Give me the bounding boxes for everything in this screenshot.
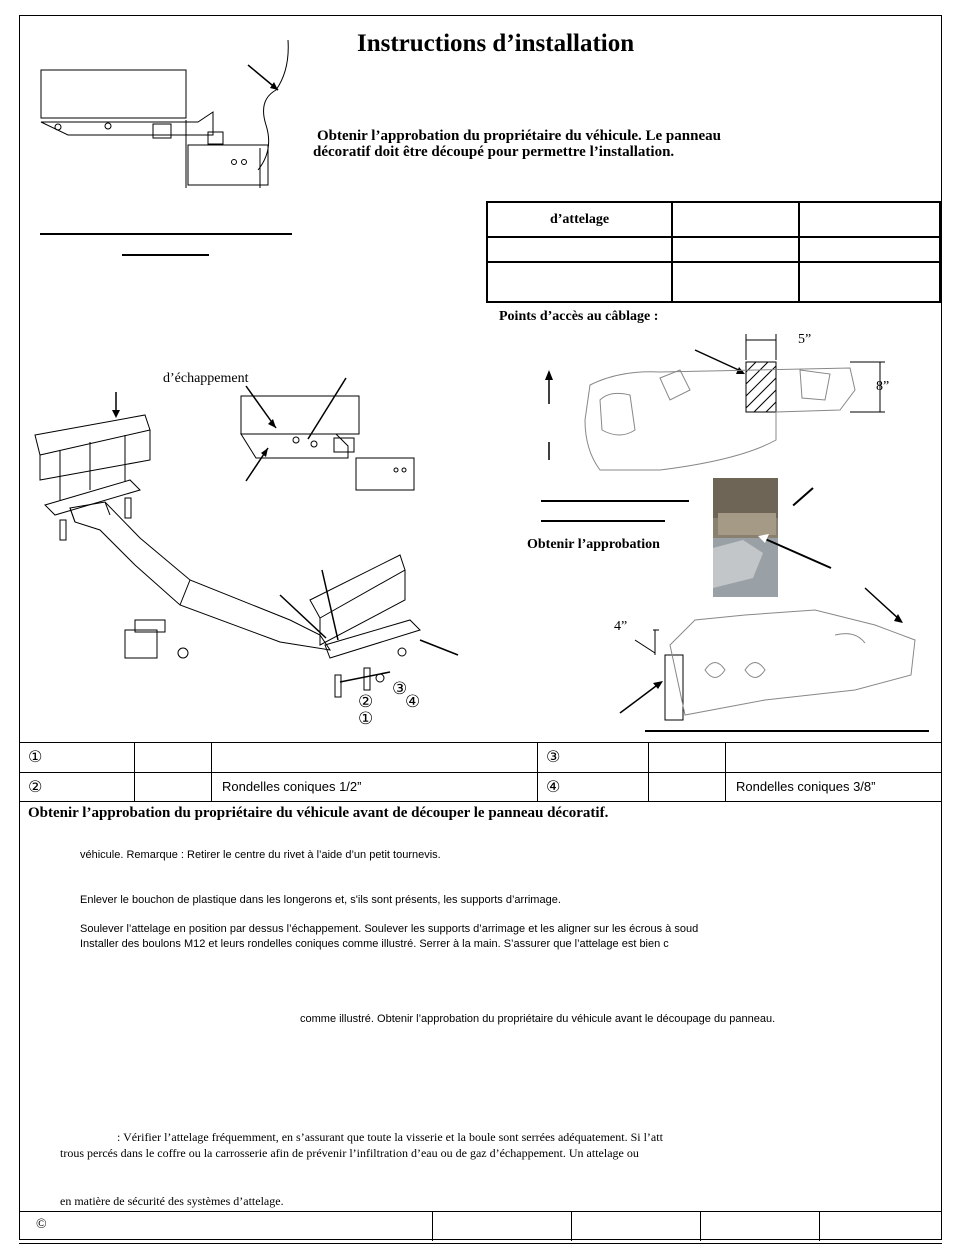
warning-heading: Obtenir l’approbation du propriétaire du véhicule avant de découper le panneau décoratif. xyxy=(28,805,609,821)
callout-2: ② xyxy=(358,692,374,711)
part-number: ③ xyxy=(538,743,649,773)
footer-cell xyxy=(700,1212,701,1241)
safety-note-line1: : Vérifier l’attelage fréquemment, en s’assurant que toute la visserie et la boule sont serrées adéquatement. Si l’att xyxy=(117,1130,663,1144)
bottom-rule xyxy=(19,1243,942,1244)
hitch-table-cell xyxy=(672,202,799,237)
part-description: Rondelles coniques 1/2” xyxy=(212,772,538,802)
underline-rule xyxy=(40,233,292,235)
footer-cell xyxy=(432,1212,433,1241)
callout-3: ③ xyxy=(392,679,408,698)
exhaust-label: d’échappement xyxy=(163,371,249,386)
part-number: ④ xyxy=(538,772,649,802)
hitch-table-cell xyxy=(487,237,672,262)
step-text: Installer des boulons M12 et leurs rondelles coniques comme illustré. Serrer à la main. S’assurer que l’attelage est bien c xyxy=(80,938,669,950)
hitch-spec-table xyxy=(486,201,941,303)
approval-notice xyxy=(313,128,721,160)
hitch-side-view-illustration xyxy=(38,40,293,190)
dimension-4-label: 4” xyxy=(614,619,628,634)
part-description xyxy=(212,743,538,773)
dimension-8-label: 8” xyxy=(876,379,890,394)
parts-row xyxy=(20,743,942,773)
hitch-table-cell xyxy=(799,237,940,262)
part-description xyxy=(726,743,942,773)
dimension-5-label: 5” xyxy=(798,332,812,347)
part-qty xyxy=(649,743,726,773)
parts-row xyxy=(20,772,942,802)
step-text: véhicule. Remarque : Retirer le centre du rivet à l’aide d’un petit tournevis. xyxy=(80,849,441,861)
wiring-access-label: Points d’accès au câblage : xyxy=(499,309,659,324)
copyright-symbol: © xyxy=(36,1217,47,1232)
part-qty xyxy=(649,772,726,802)
trim-panel-cutout-illustration xyxy=(540,330,890,480)
part-qty xyxy=(135,743,212,773)
safety-note-line3: en matière de sécurité des systèmes d’attelage. xyxy=(60,1194,284,1208)
hitch-table-header: d’attelage xyxy=(487,202,672,237)
underline-rule-right xyxy=(541,500,689,502)
hitch-table-cell xyxy=(672,262,799,302)
part-number: ① xyxy=(20,743,135,773)
frame-rail-photo xyxy=(713,478,843,598)
obtain-approval-label: Obtenir l’approbation xyxy=(527,537,660,552)
footer-row xyxy=(19,1211,942,1241)
hitch-table-cell xyxy=(799,262,940,302)
underline-rule-bottom-right xyxy=(645,730,929,732)
step-text: Soulever l’attelage en position par dessus l’échappement. Soulever les supports d’arrimage et les aligner sur les écrous à soud xyxy=(80,923,699,935)
footer-cell xyxy=(571,1212,572,1241)
hitch-table-cell xyxy=(672,237,799,262)
step-text: comme illustré. Obtenir l’approbation du propriétaire du véhicule avant le découpage du panneau. xyxy=(300,1013,776,1025)
part-number: ② xyxy=(20,772,135,802)
rear-panel-illustration xyxy=(615,585,935,735)
approval-notice-line2: décoratif doit être découpé pour permettre l’installation. xyxy=(313,144,675,160)
underline-rule-short xyxy=(122,254,209,256)
page-title: Instructions d’installation xyxy=(357,30,635,57)
part-description: Rondelles coniques 3/8” xyxy=(726,772,942,802)
underline-rule-right-short xyxy=(541,520,665,522)
safety-note-line2: trous percés dans le coffre ou la carrosserie afin de prévenir l’infiltration d’eau ou de gaz d’échappement. Un attelage ou xyxy=(60,1146,639,1160)
footer-cell xyxy=(819,1212,820,1241)
part-qty xyxy=(135,772,212,802)
hitch-table-cell xyxy=(487,262,672,302)
hitch-table-cell xyxy=(799,202,940,237)
step-text: Enlever le bouchon de plastique dans les longerons et, s'ils sont présents, les supports d’arrimage. xyxy=(80,894,561,906)
parts-table xyxy=(19,742,942,802)
callout-4: ④ xyxy=(405,692,421,711)
callout-1: ① xyxy=(358,709,374,728)
approval-notice-line1: Obtenir l’approbation du propriétaire du véhicule. Le panneau xyxy=(317,128,721,144)
